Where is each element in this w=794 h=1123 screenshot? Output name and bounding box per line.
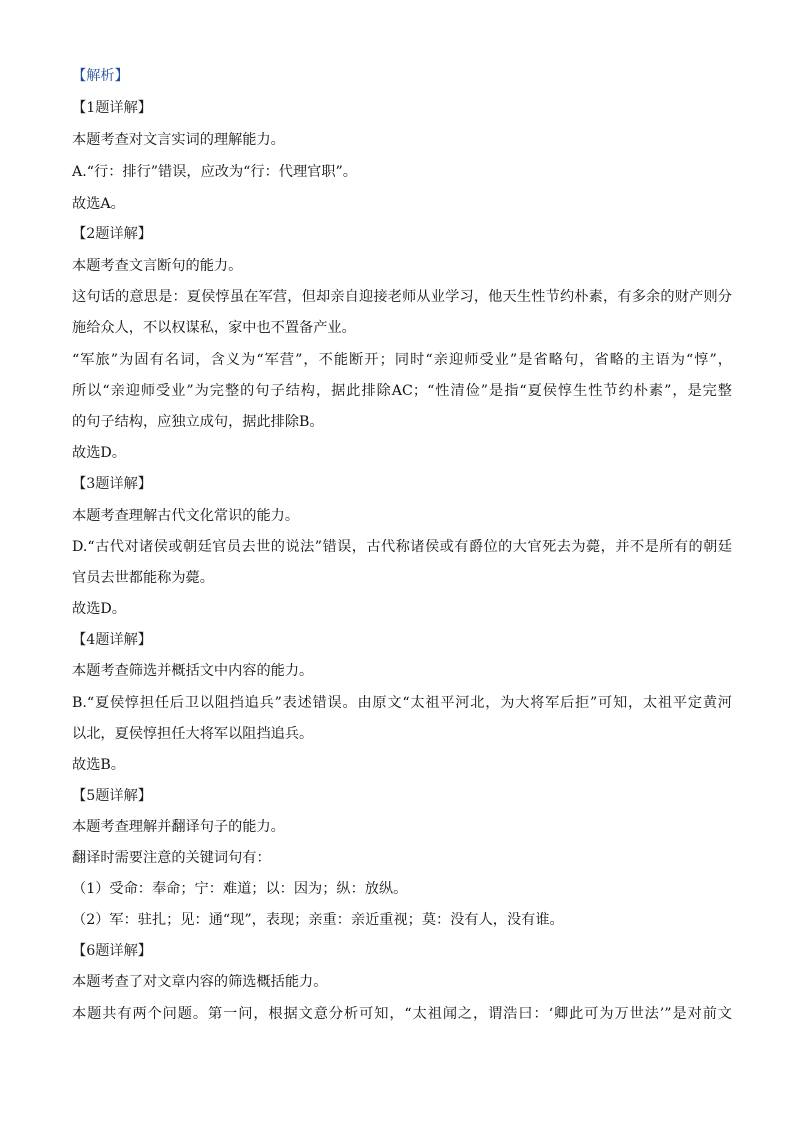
paragraph-line: “军旅”为固有名词，含义为“军营”，不能断开；同时“亲迎师受业”是省略句，省略的主语为“惇”，: [72, 352, 732, 368]
paragraph-line: 本题共有两个问题。第一问，根据文意分析可知，“太祖闻之，谓浩曰：‘卿此可为万世法’”是对前文: [72, 1006, 732, 1022]
paragraph-line: 翻译时需要注意的关键词句有：: [72, 850, 271, 866]
paragraph-line: 故选B。: [72, 757, 125, 773]
paragraph-line: D.“古代对诸侯或朝廷官员去世的说法”错误，古代称诸侯或有爵位的大官死去为薨，并不是所有的朝廷: [72, 539, 732, 555]
paragraph-line: 本题考查文言断句的能力。: [72, 258, 243, 274]
paragraph-line: 故选A。: [72, 196, 125, 212]
paragraph-line: 的句子结构，应独立成句，据此排除B。: [72, 414, 324, 430]
paragraph-line: 故选D。: [72, 601, 126, 617]
paragraph-line: （2）军：驻扎；见：通“现”，表现；亲重：亲近重视；莫：没有人，没有谁。: [72, 912, 564, 928]
paragraph-line: 以北，夏侯惇担任大将军以阻挡追兵。: [72, 726, 314, 742]
paragraph-line: 故选D。: [72, 445, 126, 461]
paragraph-line: 施给众人，不以权谋私，家中也不置备产业。: [72, 320, 356, 336]
section-heading-q3: 【3题详解】: [72, 476, 152, 492]
paragraph-line: 本题考查对文言实词的理解能力。: [72, 132, 285, 148]
paragraph-line: 所以“亲迎师受业”为完整的句子结构，据此排除AC；“性清俭”是指“夏侯惇生性节约朴素”，是完整: [72, 383, 732, 399]
paragraph-line: 本题考查理解并翻译句子的能力。: [72, 819, 285, 835]
section-heading-q6: 【6题详解】: [72, 943, 152, 959]
paragraph-line: （1）受命：奉命；宁：难道；以：因为；纵：放纵。: [72, 881, 408, 897]
section-heading-q5: 【5题详解】: [72, 788, 152, 804]
paragraph-line: 本题考查了对文章内容的筛选概括能力。: [72, 974, 328, 990]
section-heading-q1: 【1题详解】: [72, 100, 152, 116]
section-heading-q4: 【4题详解】: [72, 632, 152, 648]
paragraph-line: A.“行：排行”错误，应改为“行：代理官职”。: [72, 164, 357, 180]
paragraph-line: 官员去世都能称为薨。: [72, 570, 214, 586]
paragraph-line: 这句话的意思是：夏侯惇虽在军营，但却亲自迎接老师从业学习，他天生性节约朴素，有多余的财产则分: [72, 289, 732, 305]
paragraph-line: 本题考查理解古代文化常识的能力。: [72, 508, 300, 524]
paragraph-line: B.“夏侯惇担任后卫以阻挡追兵”表述错误。由原文“太祖平河北，为大将军后拒”可知，太祖平定黄河: [72, 695, 732, 711]
analysis-heading: 【解析】: [72, 68, 129, 84]
paragraph-line: 本题考查筛选并概括文中内容的能力。: [72, 663, 314, 679]
section-heading-q2: 【2题详解】: [72, 226, 152, 242]
